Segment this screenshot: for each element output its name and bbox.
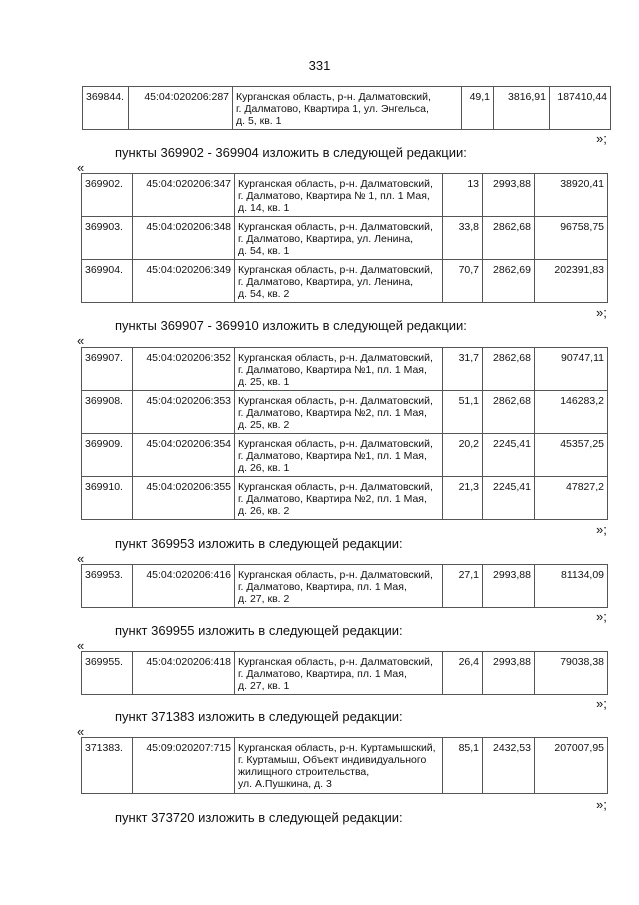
row-number: 371383. (82, 738, 133, 794)
rate-value: 2862,68 (483, 217, 535, 260)
address-line: д. 54, кв. 2 (238, 288, 290, 300)
closing-quote: »; (596, 522, 607, 537)
address-line: г. Далматово, Квартира № 1, пл. 1 Мая, (238, 190, 430, 202)
address-line: д. 26, кв. 2 (238, 505, 290, 517)
area-value: 49,1 (462, 87, 494, 130)
row-number: 369955. (82, 652, 133, 695)
address-line: г. Далматово, Квартира, ул. Ленина, (238, 233, 414, 245)
address-line: г. Далматово, Квартира №2, пл. 1 Мая, (238, 407, 427, 419)
instruction-text: пункт 373720 изложить в следующей редакции: (115, 810, 403, 825)
instruction-text: пункт 369955 изложить в следующей редакции: (115, 623, 403, 638)
rate-value: 2993,88 (483, 565, 535, 608)
table-row (82, 434, 608, 477)
cadastral-value: 90747,11 (535, 348, 608, 391)
address-line: д. 14, кв. 1 (238, 202, 290, 214)
row-number: 369910. (82, 477, 133, 520)
table-row (82, 565, 608, 608)
instruction-text: пункты 369907 - 369910 изложить в следующей редакции: (115, 318, 467, 333)
address-line: Курганская область, р-н. Далматовский, (238, 656, 433, 668)
table-row (82, 391, 608, 434)
address-cell (235, 477, 443, 520)
closing-quote: »; (596, 305, 607, 320)
registry-table (81, 347, 608, 520)
address-line: г. Куртамыш, Объект индивидуального (238, 754, 427, 766)
cadastral-number: 45:04:020206:347 (133, 174, 235, 217)
cadastral-value: 187410,44 (550, 87, 611, 130)
address-line: г. Далматово, Квартира, ул. Ленина, (238, 276, 414, 288)
instruction-text: пункт 371383 изложить в следующей редакции: (115, 709, 403, 724)
address-line: д. 25, кв. 1 (238, 376, 290, 388)
area-value: 20,2 (443, 434, 483, 477)
area-value: 85,1 (443, 738, 483, 794)
row-number: 369844. (83, 87, 129, 130)
address-cell (235, 434, 443, 477)
closing-quote: »; (596, 797, 607, 812)
table-row (82, 217, 608, 260)
registry-table (81, 564, 608, 608)
area-value: 31,7 (443, 348, 483, 391)
address-line: д. 27, кв. 2 (238, 593, 290, 605)
address-line: Курганская область, р-н. Далматовский, (238, 481, 433, 493)
area-value: 33,8 (443, 217, 483, 260)
address-line: г. Далматово, Квартира, пл. 1 Мая, (238, 581, 407, 593)
instruction-text: пункты 369902 - 369904 изложить в следующей редакции: (115, 145, 467, 160)
area-value: 51,1 (443, 391, 483, 434)
address-line: г. Далматово, Квартира, пл. 1 Мая, (238, 668, 407, 680)
address-line: д. 25, кв. 2 (238, 419, 290, 431)
cadastral-number: 45:04:020206:416 (133, 565, 235, 608)
row-number: 369908. (82, 391, 133, 434)
opening-quote: « (77, 551, 85, 566)
row-number: 369907. (82, 348, 133, 391)
rate-value: 2862,69 (483, 260, 535, 303)
cadastral-number: 45:04:020206:287 (129, 87, 233, 130)
cadastral-value: 79038,38 (535, 652, 608, 695)
row-number: 369902. (82, 174, 133, 217)
address-line: г. Далматово, Квартира №2, пл. 1 Мая, (238, 493, 427, 505)
row-number: 369953. (82, 565, 133, 608)
cadastral-number: 45:04:020206:353 (133, 391, 235, 434)
cadastral-value: 96758,75 (535, 217, 608, 260)
rate-value: 2993,88 (483, 652, 535, 695)
area-value: 13 (443, 174, 483, 217)
address-line: Курганская область, р-н. Далматовский, (238, 178, 433, 190)
rate-value: 2993,88 (483, 174, 535, 217)
rate-value: 2432,53 (483, 738, 535, 794)
cadastral-number: 45:04:020206:418 (133, 652, 235, 695)
opening-quote: « (77, 638, 85, 653)
address-line: д. 27, кв. 1 (238, 680, 290, 692)
address-line: д. 26, кв. 1 (238, 462, 290, 474)
opening-quote: « (77, 333, 85, 348)
cadastral-value: 146283,2 (535, 391, 608, 434)
rate-value: 2245,41 (483, 477, 535, 520)
registry-table (81, 737, 608, 794)
address-cell (233, 87, 462, 130)
table-row (82, 477, 608, 520)
rate-value: 2862,68 (483, 348, 535, 391)
address-cell (235, 348, 443, 391)
area-value: 21,3 (443, 477, 483, 520)
registry-table (82, 86, 611, 130)
closing-quote: »; (596, 131, 607, 146)
cadastral-value: 38920,41 (535, 174, 608, 217)
closing-quote: »; (596, 609, 607, 624)
area-value: 70,7 (443, 260, 483, 303)
opening-quote: « (77, 724, 85, 739)
address-line: Курганская область, р-н. Куртамышский, (238, 742, 436, 754)
table-row (82, 174, 608, 217)
address-line: г. Далматово, Квартира №1, пл. 1 Мая, (238, 364, 427, 376)
registry-table (81, 173, 608, 303)
address-line: г. Далматово, Квартира 1, ул. Энгельса, (236, 103, 429, 115)
address-line: жилищного строительства, (238, 766, 370, 778)
cadastral-number: 45:09:020207:715 (133, 738, 235, 794)
address-cell (235, 652, 443, 695)
cadastral-number: 45:04:020206:352 (133, 348, 235, 391)
cadastral-number: 45:04:020206:349 (133, 260, 235, 303)
page-number: 331 (308, 58, 331, 73)
cadastral-number: 45:04:020206:348 (133, 217, 235, 260)
address-cell (235, 260, 443, 303)
address-line: Курганская область, р-н. Далматовский, (238, 352, 433, 364)
table-row (82, 260, 608, 303)
address-cell (235, 217, 443, 260)
address-line: Курганская область, р-н. Далматовский, (238, 221, 433, 233)
registry-table (81, 651, 608, 695)
address-cell (235, 391, 443, 434)
instruction-text: пункт 369953 изложить в следующей редакции: (115, 536, 403, 551)
cadastral-value: 81134,09 (535, 565, 608, 608)
address-line: д. 5, кв. 1 (236, 115, 282, 127)
address-line: ул. А.Пушкина, д. 3 (238, 778, 332, 790)
table-row (82, 738, 608, 794)
cadastral-number: 45:04:020206:354 (133, 434, 235, 477)
address-line: Курганская область, р-н. Далматовский, (238, 438, 433, 450)
table-row (82, 348, 608, 391)
row-number: 369909. (82, 434, 133, 477)
address-line: Курганская область, р-н. Далматовский, (236, 91, 431, 103)
rate-value: 2245,41 (483, 434, 535, 477)
cadastral-value: 47827,2 (535, 477, 608, 520)
address-line: Курганская область, р-н. Далматовский, (238, 264, 433, 276)
row-number: 369904. (82, 260, 133, 303)
cadastral-value: 45357,25 (535, 434, 608, 477)
address-line: д. 54, кв. 1 (238, 245, 290, 257)
address-cell (235, 174, 443, 217)
area-value: 27,1 (443, 565, 483, 608)
rate-value: 3816,91 (494, 87, 550, 130)
closing-quote: »; (596, 696, 607, 711)
area-value: 26,4 (443, 652, 483, 695)
opening-quote: « (77, 160, 85, 175)
address-line: Курганская область, р-н. Далматовский, (238, 395, 433, 407)
cadastral-value: 207007,95 (535, 738, 608, 794)
cadastral-number: 45:04:020206:355 (133, 477, 235, 520)
cadastral-value: 202391,83 (535, 260, 608, 303)
address-cell (235, 565, 443, 608)
address-cell (235, 738, 443, 794)
address-line: г. Далматово, Квартира №1, пл. 1 Мая, (238, 450, 427, 462)
address-line: Курганская область, р-н. Далматовский, (238, 569, 433, 581)
rate-value: 2862,68 (483, 391, 535, 434)
row-number: 369903. (82, 217, 133, 260)
table-row (82, 652, 608, 695)
table-row (83, 87, 611, 130)
